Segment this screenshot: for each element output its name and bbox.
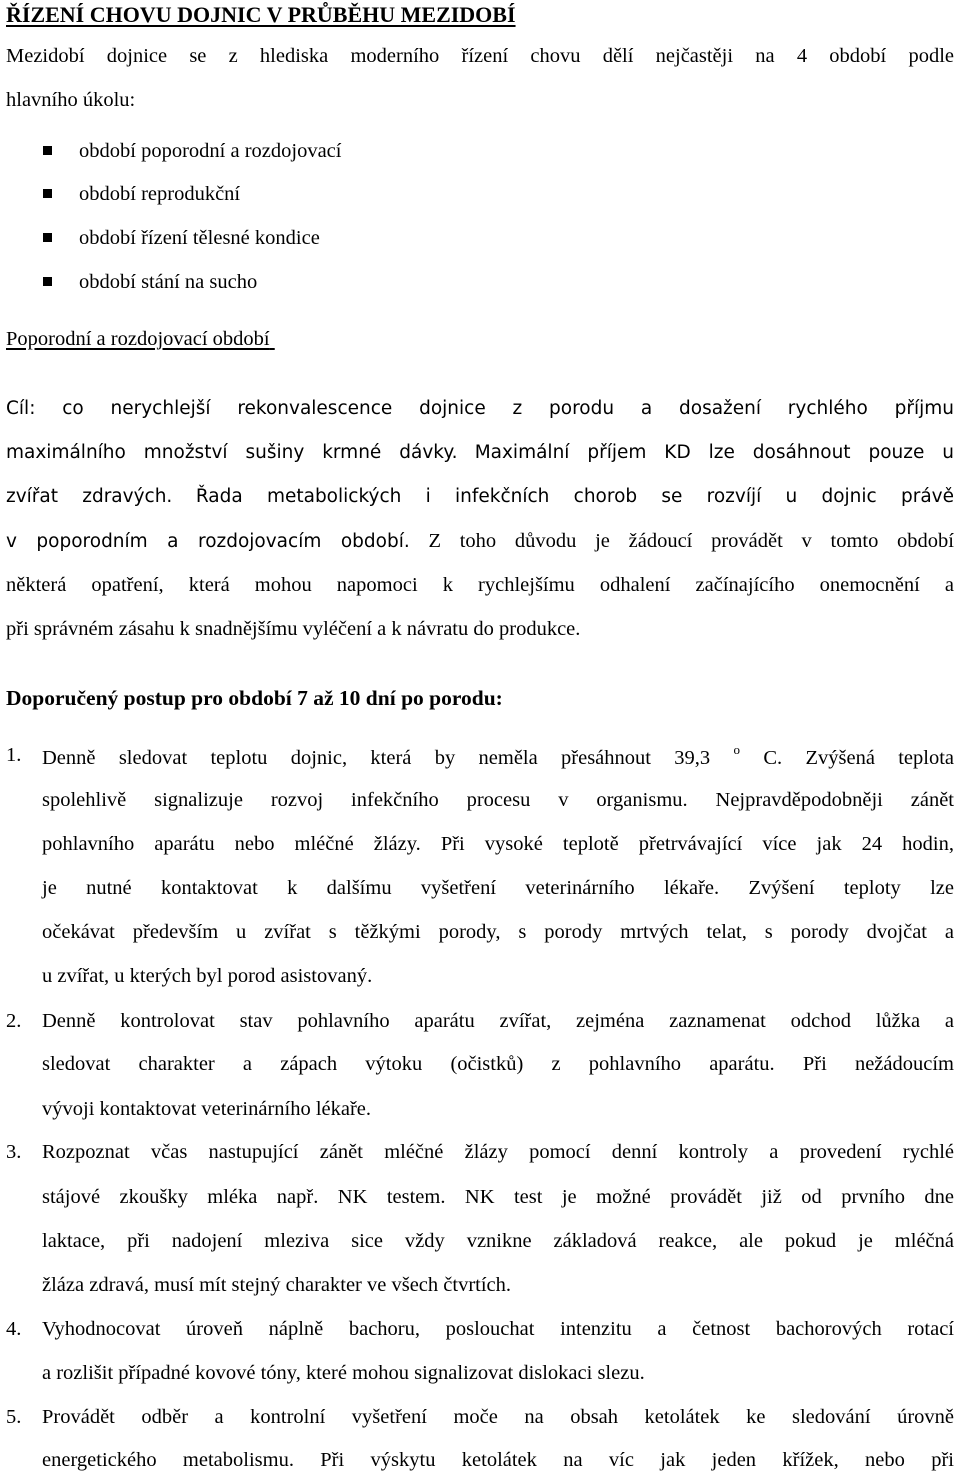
step-4-line-1: Vyhodnocovat úroveň náplně bachoru, poslouchat intenzitu a četnost bachorových rotací bbox=[42, 1318, 954, 1340]
step-1-line-1: Denně sledovat teplotu dojnic, která by neměla přesáhnout 39,3 $^o$ C. Zvýšená teplota bbox=[42, 742, 955, 769]
step-number: 1. bbox=[6, 744, 22, 766]
intro-line-2: hlavního úkolu: bbox=[6, 89, 136, 111]
square-bullet-icon bbox=[43, 277, 52, 286]
step-1-line-5: očekávat především u zvířat s těžkými porody, s porody mrtvých telat, s porody dvojčat a bbox=[42, 921, 954, 943]
step-number: 3. bbox=[6, 1141, 22, 1163]
goal-line-6: při správném zásahu k snadnějšímu vyléčení a k návratu do produkce. bbox=[6, 618, 581, 640]
step-number: 2. bbox=[6, 1010, 22, 1032]
step-2-line-3: vývoji kontaktovat veterinárního lékaře. bbox=[42, 1098, 372, 1120]
square-bullet-icon bbox=[43, 189, 52, 198]
list-item: období řízení tělesné kondice bbox=[43, 227, 320, 250]
step-3-line-3: laktace, při nadojení mleziva sice vždy vznikne základová reakce, ale pokud je mléčná bbox=[42, 1230, 954, 1252]
step-1-line-4: je nutné kontaktovat k dalšímu vyšetření veterinárního lékaře. Zvýšení teploty lze bbox=[42, 877, 954, 899]
list-item: období poporodní a rozdojovací bbox=[43, 140, 341, 163]
document-title: ŘÍZENÍ CHOVU DOJNIC V PRŮBĚHU MEZIDOBÍ bbox=[6, 2, 516, 27]
step-1-line-3: pohlavního aparátu nebo mléčné žlázy. Při vysoké teplotě přetrvávající více jak 24 hodin, bbox=[42, 833, 954, 855]
goal-line-5: některá opatření, která mohou napomoci k rychlejšímu odhalení začínajícího onemocnění a bbox=[6, 574, 954, 596]
recommended-heading: Doporučený postup pro období 7 až 10 dní po porodu: bbox=[6, 686, 503, 710]
goal-line-1: Cíl: co nerychlejší rekonvalescence dojnice z porodu a dosažení rychlého příjmu bbox=[6, 398, 954, 419]
goal-line-2: maximálního množství sušiny krmné dávky. Maximální příjem KD lze dosáhnout pouze u bbox=[6, 442, 954, 463]
section-heading: Poporodní a rozdojovací období bbox=[6, 328, 270, 350]
step-2-line-2: sledovat charakter a zápach výtoku (očistků) z pohlavního aparátu. Při nežádoucím bbox=[42, 1053, 954, 1075]
step-5-line-2: energetického metabolismu. Při výskytu ketolátek na víc jak jeden křížek, nebo při bbox=[42, 1449, 954, 1471]
goal-line-4: v poporodním a rozdojovacím období. Z toho důvodu je žádoucí provádět v tomto období bbox=[6, 530, 955, 552]
step-1-line-2: spolehlivě signalizuje rozvoj infekčního procesu v organismu. Nejpravděpodobněji zánět bbox=[42, 789, 954, 811]
step-3-line-2: stájové zkoušky mléka např. NK testem. NK test je možné provádět již od prvního dne bbox=[42, 1186, 954, 1208]
step-number: 5. bbox=[6, 1406, 22, 1428]
list-item: období reprodukční bbox=[43, 183, 240, 206]
square-bullet-icon bbox=[43, 233, 52, 242]
step-5-line-1: Provádět odběr a kontrolní vyšetření moče na obsah ketolátek ke sledování úrovně bbox=[42, 1406, 954, 1428]
step-number: 4. bbox=[6, 1318, 22, 1340]
intro-line-1: Mezidobí dojnice se z hlediska moderního řízení chovu dělí nejčastěji na 4 období podle bbox=[6, 45, 954, 67]
degree-superscript: o bbox=[733, 742, 741, 757]
square-bullet-icon bbox=[43, 146, 52, 155]
step-3-line-1: Rozpoznat včas nastupující zánět mléčné žlázy pomocí denní kontroly a provedení rychlé bbox=[42, 1141, 954, 1163]
step-4-line-2: a rozlišit případné kovové tóny, které mohou signalizovat dislokaci slezu. bbox=[42, 1362, 645, 1384]
list-item: období stání na sucho bbox=[43, 271, 257, 294]
step-3-line-4: žláza zdravá, musí mít stejný charakter ve všech čtvrtích. bbox=[42, 1274, 512, 1296]
goal-line-3: zvířat zdravých. Řada metabolických i infekčních chorob se rozvíjí u dojnic právě bbox=[6, 486, 954, 507]
step-2-line-1: Denně kontrolovat stav pohlavního aparátu zvířat, zejména zaznamenat odchod lůžka a bbox=[42, 1010, 954, 1032]
step-1-line-6: u zvířat, u kterých byl porod asistovaný. bbox=[42, 965, 373, 987]
